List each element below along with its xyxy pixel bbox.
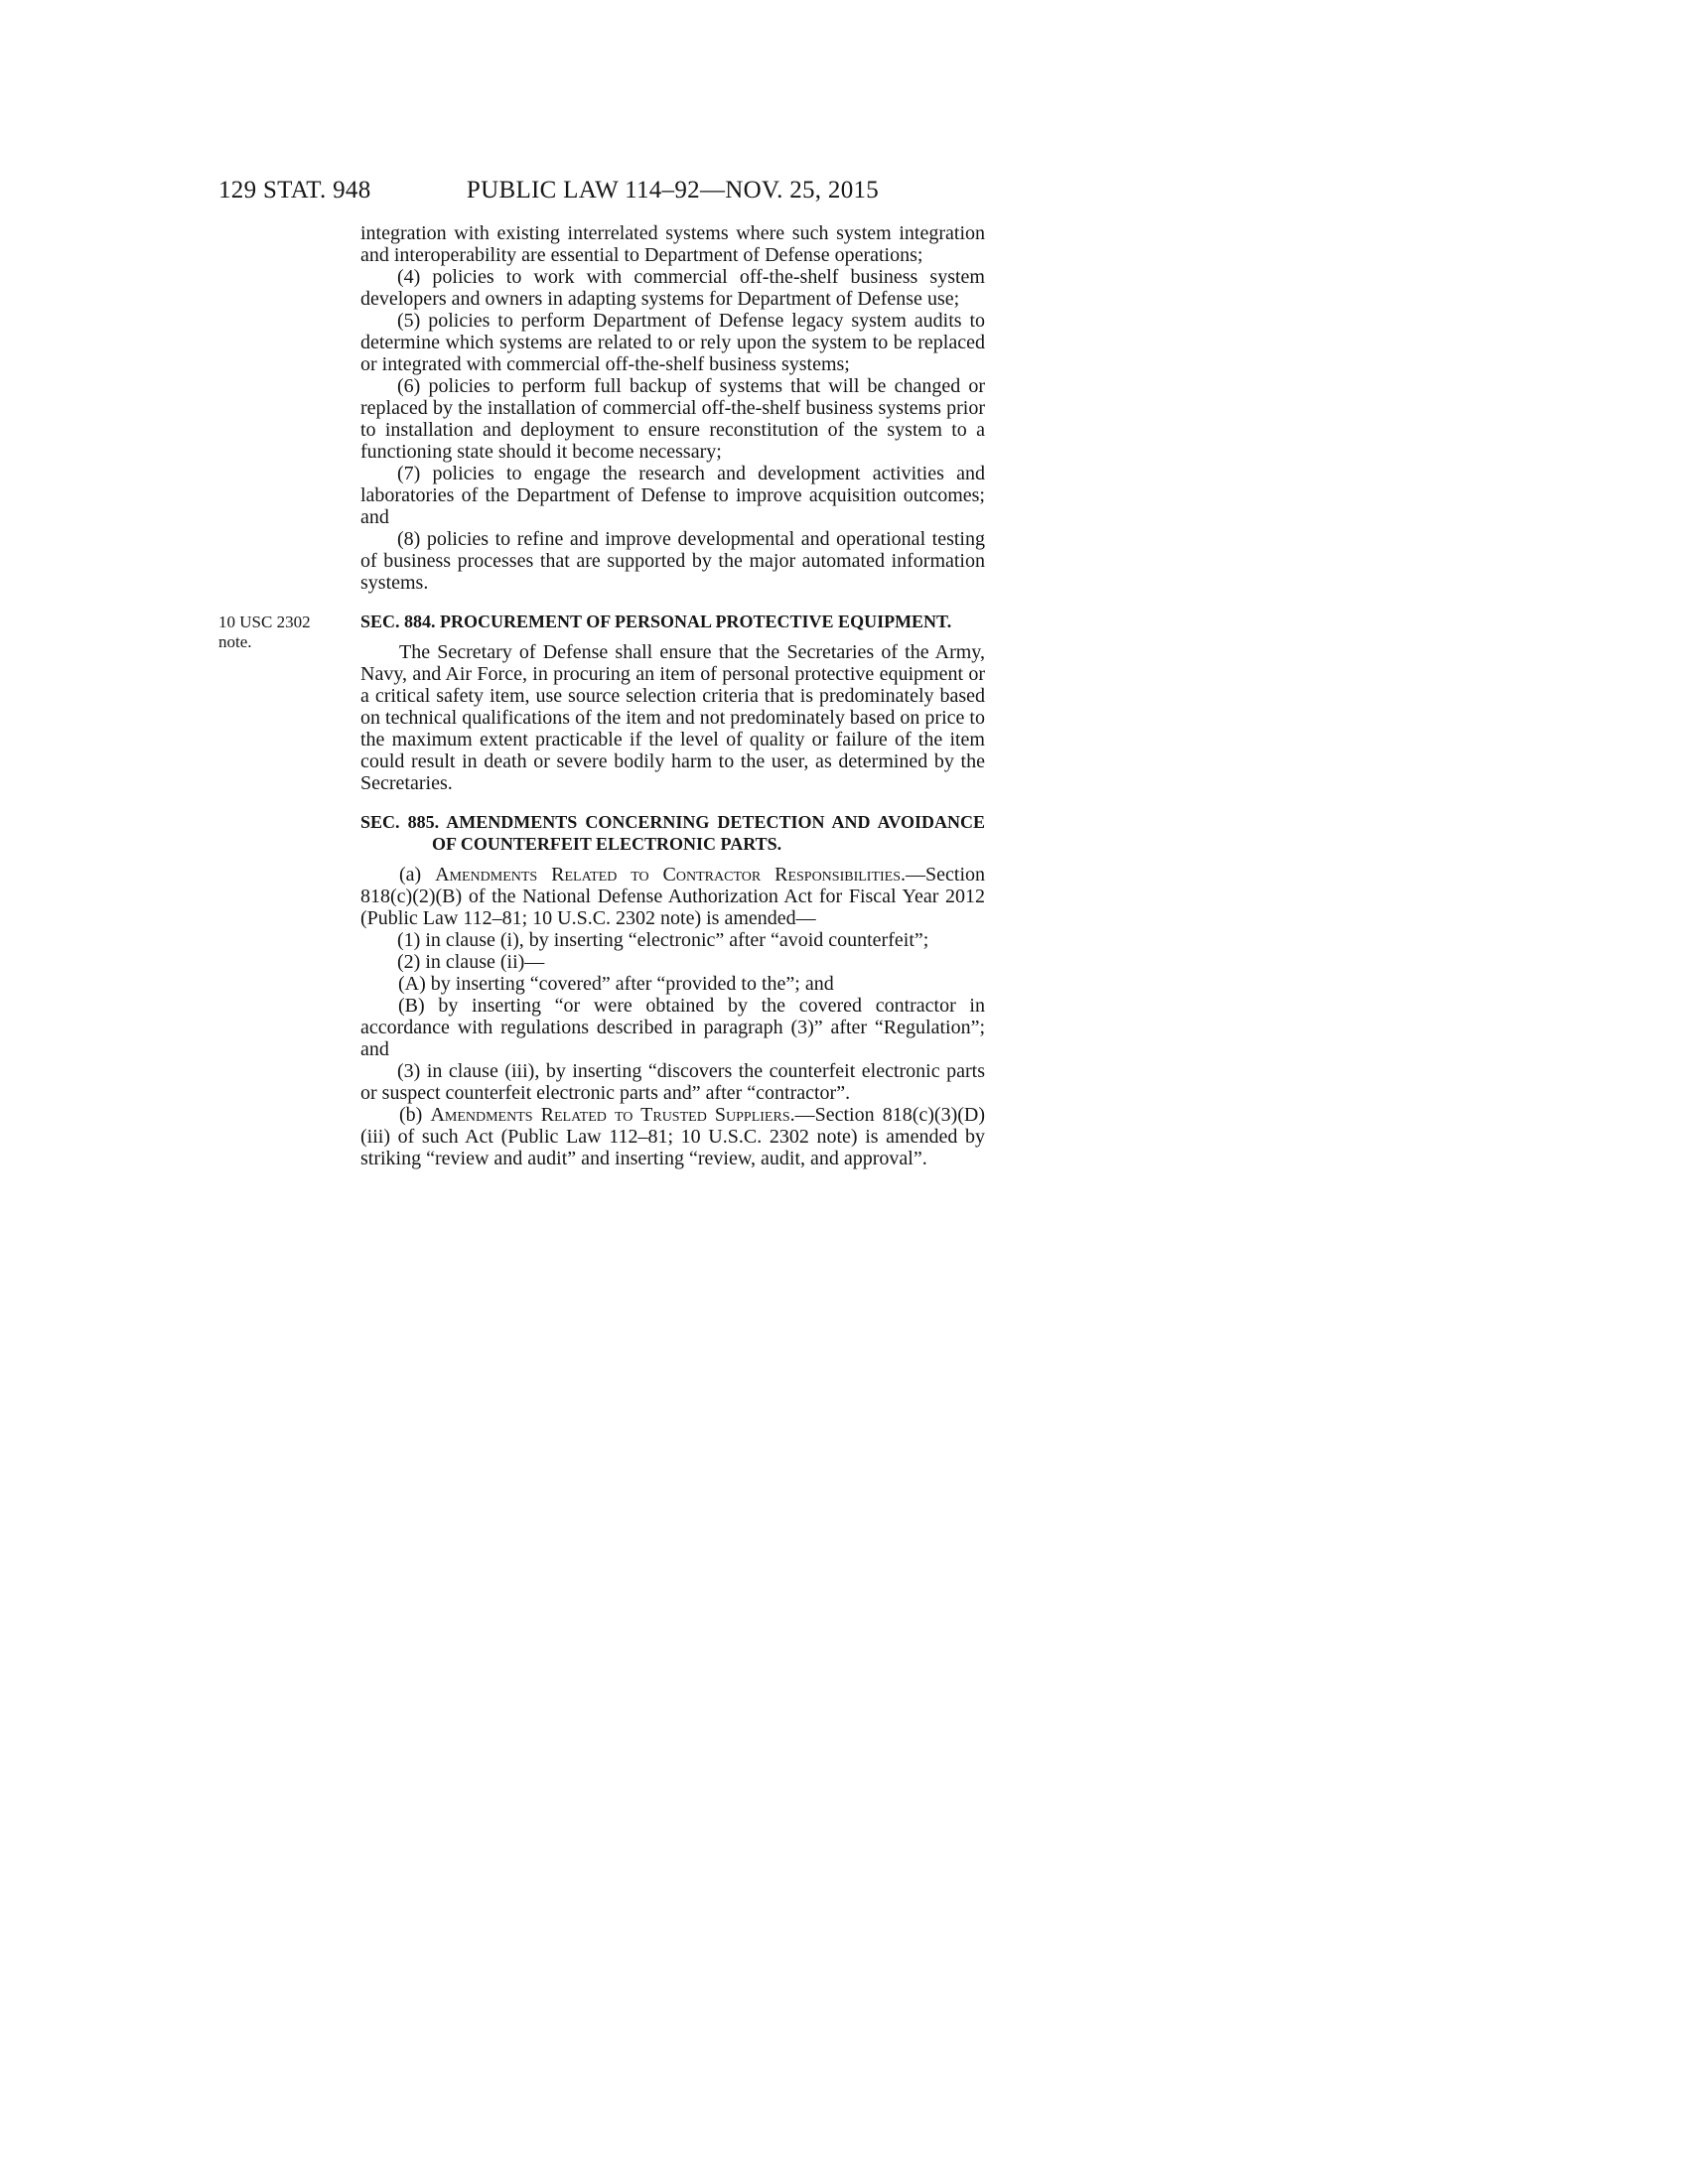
page-header [218,177,985,208]
sec-884-heading: SEC. 884. PROCUREMENT OF PERSONAL PROTECTIVE EQUIPMENT. [360,612,952,631]
subsection-a-text: .—Section 818(c)(2)(B) of the National Defense Authorization Act for Fiscal Year 2012 (Public Law 112–81; 10 U.S.C. 2302 note) is amended— [360,864,986,929]
sec-885-heading-row [360,811,985,855]
clause-1: (1) in clause (i), by inserting “electronic” after “avoid counterfeit”; [397,929,929,951]
margin-note-line-2: note. [218,632,252,651]
list-item-5: (5) policies to perform Department of Defense legacy system audits to determine which systems are related to or rely upon the system to be replaced or integrated with commercial off-the-shelf business systems; [360,310,985,375]
clause-2: (2) in clause (ii)— [397,951,545,973]
list-item-4: (4) policies to work with commercial off-the-shelf business system developers and owners in adapting systems for Department of Defense use; [360,266,985,310]
list-item-8: (8) policies to refine and improve developmental and operational testing of business processes that are supported by the major automated information systems. [360,528,985,594]
subsection-b-text: .—Section 818(c)(3)(D)(iii) of such Act (Public Law 112–81; 10 U.S.C. 2302 note) is amended by striking “review and audit” and inserting “review, audit, and approval”. [360,1104,985,1169]
subsection-b-paragraph [360,1104,985,1169]
sec-885-heading: SEC. 885. AMENDMENTS CONCERNING DETECTION AND AVOIDANCE OF COUNTERFEIT ELECTRONIC PARTS. [360,812,985,854]
clause-3: (3) in clause (iii), by inserting “discovers the counterfeit electronic parts or suspect counterfeit electronic parts and” after “contractor”. [360,1060,985,1104]
continuation-paragraph: integration with existing interrelated systems where such system integration and interoperability are essential to Department of Defense operations; [360,222,985,266]
list-item-6: (6) policies to perform full backup of systems that will be changed or replaced by the installation of commercial off-the-shelf business systems prior to installation and deployment to ensure reconstitution of the system to a functioning state should it become necessary; [360,375,985,463]
list-item-7: (7) policies to engage the research and development activities and laboratories of the Department of Defense to improve acquisition outcomes; and [360,463,985,528]
subsection-b-smallcaps-title: Amendments Related to Trusted Suppliers [430,1104,790,1126]
subsection-a-label: (a) [399,864,436,886]
subsection-b-label: (b) [399,1104,431,1126]
clause-2a: (A) by inserting “covered” after “provided to the”; and [398,973,834,995]
clause-2b: (B) by inserting “or were obtained by the covered contractor in accordance with regulations described in paragraph (3)” after “Regulation”; and [360,995,985,1060]
subsection-a-smallcaps-title: Amendments Related to Contractor Responsibilities [435,864,902,886]
main-text-column [218,222,986,1169]
usc-margin-note [218,613,343,652]
subsection-a-paragraph [360,864,985,929]
stat-page-number: 129 STAT. 948 [218,177,371,204]
law-title: PUBLIC LAW 114–92—NOV. 25, 2015 [466,177,880,204]
margin-note-line-1: 10 USC 2302 [218,613,311,631]
sec-884-paragraph: The Secretary of Defense shall ensure that the Secretaries of the Army, Navy, and Air Force, in procuring an item of personal protective equipment or a critical safety item, use source selection criteria that is predominately based on technical qualifications of the item and not predominately based on price to the maximum extent practicable if the level of quality or failure of the item could result in death or severe bodily harm to the user, as determined by the Secretaries. [360,641,985,794]
sec-884-heading-row [218,611,985,651]
